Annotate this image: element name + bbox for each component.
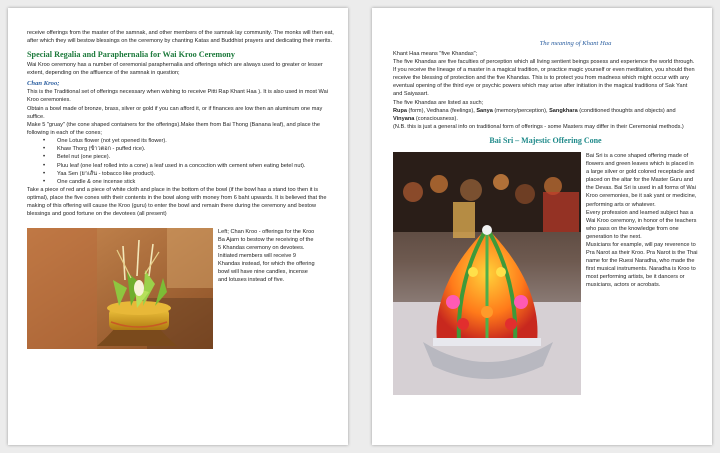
- gruay-paragraph: Make 5 "gruay" (the cone shaped containers for the offerings).Make them from Bai Thong (Banana leaf), and place the following in each of the cones;: [27, 121, 320, 136]
- list-item: • Betel nut (one piece).: [57, 153, 336, 161]
- photo-caption: Left; Chan Kroo - offerings for the Kroo Ba Ajarn to bestow the receiving of the 5 Khandas ceremony on devotees. Initiated members will receive 9 Khandas instead, for which the offering bowl will have nine candles, incense and lotuses instead of five.: [218, 228, 315, 284]
- sanya-rest: (memory/perception),: [492, 107, 550, 114]
- regalia-paragraph: Wai Kroo ceremony has a number of ceremonial paraphernalia and offerings which are always used to greater or lesser extent, depending on the affluence of the samnak in question;: [27, 62, 323, 77]
- regalia-heading: Special Regalia and Paraphernalia for Wai Kroo Ceremony: [27, 50, 235, 60]
- listed-line: The five Khandas are listed as such;: [393, 99, 484, 106]
- bai-sri-photo: [393, 152, 581, 400]
- vinyana-rest: (consciousness).: [414, 115, 458, 122]
- sanya-term: Sanya: [476, 107, 493, 114]
- left-page: [8, 8, 348, 445]
- list-item: • One candle & one incense stick: [57, 178, 336, 186]
- bai-sri-heading: Bai Sri – Majestic Offering Cone: [489, 135, 602, 145]
- vinyana-term: Vinyana: [393, 115, 415, 122]
- khandas-list-paragraph: [393, 107, 698, 123]
- bai-sri-paragraph: Bai Sri is a cone shaped offering made of flowers and green leaves which is placed in a large silver or gold colored receptacle and placed on the altar for the Master Guru and the Devas. Bai Sri is used in all forms of Wai Kroo ceremonies, be it sak yant or medicine, performing arts or whatever.: [586, 152, 697, 208]
- teachers-paragraph: Every profession and learned subject has a Wai Kroo ceremony, in honor of the teachers who pass on the knowledge from one generation to the next.: [586, 209, 697, 240]
- photo-row: [27, 228, 336, 354]
- bowl-paragraph: Obtain a bowl made of bronze, brass, silver or gold if you can afford it, or if finances are low then an aluminum one may suffice.: [27, 105, 323, 120]
- sangkhara-rest: (conditioned thoughts and objects) and: [577, 107, 676, 114]
- khant-haa-heading: The meaning of Khant Haa: [539, 40, 612, 47]
- sangkhara-term: Sangkhara: [549, 107, 578, 114]
- bai-sri-text-column: [586, 152, 698, 400]
- list-item: • Khaw Thorg (ข้าวตอก - puffed rice).: [57, 145, 336, 153]
- musicians-paragraph: Musicians for example, will pay reverence to Pra Narot as their Kroo. Pra Narot is the Thai name for the Ruesi Naradha, who made the first musical instruments. Naradha is Kroo to most performing artists, be it dancers or musicians, actors or acrobats.: [586, 241, 698, 289]
- chan-kroo-offering-bowl-image: [27, 228, 213, 349]
- note-paragraph: (N.B. this is just a general info on traditional form of offerings - some Masters may differ in their Ceremonial methods.): [393, 123, 684, 130]
- intro-paragraph: receive offerings from the master of the samnak, and other members of the samnak lay community. The monks will then eat, after which they will bestow blessings on the ceremony by chanting Katas and Buddhist prayers and dedicating their merits.: [27, 30, 334, 45]
- bai-sri-row: [393, 152, 698, 400]
- right-page: [372, 8, 712, 445]
- rupa-rest: (form), Vedhana (feelings),: [406, 107, 477, 114]
- final-paragraph: Take a piece of red and a piece of white cloth and place in the bottom of the bowl (if the bowl has a stand too then it is optimal), place the five cones with their contents in the bowl along with money from 6 baht upwards. It is believed that the making of this offering will cause the Kroo (guru) to enter the bowl and remain there during the ceremony and bestow blessings and good fortune on the devotees (all present): [27, 187, 327, 218]
- list-item: • Pluu leaf (one leaf rolled into a cone) a leaf used in a concoction with cement when eating betel nut).: [57, 162, 336, 170]
- list-item: • One Lotus flower (not yet opened its flower).: [57, 137, 336, 145]
- bai-sri-offering-cone-image: [393, 152, 581, 395]
- khant-haa-line: Khant Haa means "five Khandas";: [393, 51, 478, 57]
- chan-kroo-paragraph: This is the Traditional set of offerings necessary when wishing to receive Pitti Rap Khant Haa ). It is also used in most Wai Kroo ceremonies.: [27, 89, 328, 104]
- chan-kroo-photo: [27, 228, 213, 354]
- offerings-list: [27, 137, 336, 186]
- rupa-term: Rupa: [393, 107, 407, 114]
- khandas-paragraph: The five Khandas are five faculties of perception which all living sentient beings posess and experience the world through. If you receive the lineage of a master in a magical tradition, or practice magic yourself or even meditation, you should then receive the blessing of protection and the five Khandas. This is to protect you from madness which might occur with any eventual opening of the third eye or psychic powers which may arise after initiation in the magical traditions of Sak Yant and Saiyasart.: [393, 59, 695, 98]
- chan-kroo-subheading: Chan Kroo;: [27, 80, 60, 88]
- list-item: • Yaa Sen (ยาเส้น - tobacco like product).: [57, 170, 336, 178]
